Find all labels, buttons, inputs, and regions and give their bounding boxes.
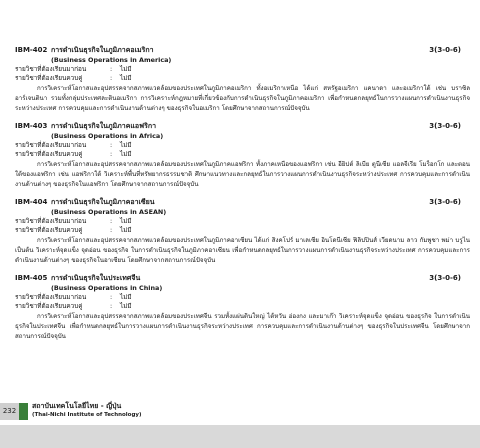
- corequisite-row: [15, 226, 470, 235]
- course-english-title: (Business Operations in Africa): [51, 132, 164, 140]
- prerequisite-label: รายวิชาที่ต้องเรียนมาก่อน: [15, 293, 87, 301]
- page-footer: [0, 395, 480, 448]
- separator-colon: :: [110, 226, 113, 234]
- prerequisite-row: [15, 217, 470, 226]
- course-credits: 3(3-0-6): [429, 198, 461, 206]
- course-code: IBM-402: [15, 46, 48, 54]
- prerequisite-row: [15, 293, 470, 302]
- separator-colon: :: [110, 293, 113, 301]
- course-english-title: (Business Operations in China): [51, 284, 163, 292]
- prerequisite-label: รายวิชาที่ต้องเรียนมาก่อน: [15, 217, 87, 225]
- separator-colon: :: [110, 141, 113, 149]
- prerequisite-label: รายวิชาที่ต้องเรียนมาก่อน: [15, 141, 87, 149]
- separator-colon: :: [110, 74, 113, 82]
- course-credits: 3(3-0-6): [429, 122, 461, 130]
- course-title: การดำเนินธุรกิจในประเทศจีน: [51, 274, 141, 282]
- corequisite-value: ไม่มี: [120, 302, 132, 310]
- course-credits: 3(3-0-6): [429, 46, 461, 54]
- corequisite-row: [15, 74, 470, 83]
- separator-colon: :: [110, 150, 113, 158]
- prerequisite-row: [15, 65, 470, 74]
- corequisite-value: ไม่มี: [120, 226, 132, 234]
- corequisite-value: ไม่มี: [120, 74, 132, 82]
- prerequisite-value: ไม่มี: [120, 293, 132, 301]
- course-title: การดำเนินธุรกิจในภูมิภาคอเมริกา: [51, 46, 154, 54]
- course-heading: [15, 45, 470, 55]
- course-entry: [15, 197, 470, 266]
- course-heading: [15, 197, 470, 207]
- course-heading: [15, 121, 470, 131]
- course-description: การวิเคราะห์โอกาสและอุปสรรคจากสภาพแวดล้อมของประเทศจีน รวมทั้งแผ่นดินใหญ่ ไต้หวัน ฮ่องกง และมาเก๊า วิเคราะห์จุดแข็ง จุดอ่อน ของธุรกิจ ในการดำเนินธุรกิจในประเทศจีน เพื่อกำหนดกลยุทธ์ในการวางแผนการดำเนินงานธุรกิจระหว่างประเทศ การควบคุมและการดำเนินงานด้านต่างๆ ของธุรกิจในประเทศจีน โดยศึกษาจากสถานการณ์ปัจจุบัน: [15, 313, 470, 340]
- course-entry: [15, 273, 470, 342]
- course-title: การดำเนินธุรกิจในภูมิภาคอาเซียน: [51, 198, 155, 206]
- prerequisite-value: ไม่มี: [120, 141, 132, 149]
- prerequisite-row: [15, 141, 470, 150]
- corequisite-row: [15, 302, 470, 311]
- separator-colon: :: [110, 302, 113, 310]
- course-list: [15, 45, 470, 349]
- corequisite-label: รายวิชาที่ต้องเรียนควบคู่: [15, 302, 83, 310]
- course-description: การวิเคราะห์โอกาสและอุปสรรคจากสภาพแวดล้อมของประเทศในภูมิภาคแอฟริกา ทั้งภาคเหนือของแอฟริกา เช่น อียิปต์ ลิเบีย ตูนีเซีย แอลจีเรีย โมร็อกโก และตอนใต้ของแอฟริกา เช่น แอฟริกาใต้ วิเคราะห์พื้นที่ทรัพยากรธรรมชาติ ศึกษาแนวทางและกลยุทธ์ในการวางแผนการดำเนินงานธุรกิจระหว่างประเทศ การควบคุมและการดำเนินงานด้านต่างๆ ของธุรกิจในแอฟริกา โดยศึกษาจากสถานการณ์ปัจจุบัน: [15, 161, 470, 188]
- corequisite-row: [15, 150, 470, 159]
- footer-band: [0, 425, 480, 448]
- course-code: IBM-405: [15, 274, 48, 282]
- course-credits: 3(3-0-6): [429, 274, 461, 282]
- prerequisite-label: รายวิชาที่ต้องเรียนมาก่อน: [15, 65, 87, 73]
- course-entry: [15, 45, 470, 114]
- page-number: 232: [2, 407, 17, 415]
- corequisite-label: รายวิชาที่ต้องเรียนควบคู่: [15, 150, 83, 158]
- course-english-title: (Business Operations in America): [51, 56, 172, 64]
- institute-name-thai: สถาบันเทคโนโลยีไทย - ญี่ปุ่น: [32, 402, 122, 410]
- institute-name-english: (Thai-Nichi Institute of Technology): [32, 412, 142, 418]
- course-code: IBM-404: [15, 198, 48, 206]
- course-description: การวิเคราะห์โอกาสและอุปสรรคจากสภาพแวดล้อมของประเทศในภูมิภาคอาเซียน ได้แก่ สิงคโปร์ มาเลเซีย อินโดนีเซีย ฟิลิปปินส์ เวียดนาม ลาว กัมพูชา พม่า บรูไน เป็นต้น วิเคราะห์จุดแข็ง จุดอ่อน ของธุรกิจ ในการดำเนินธุรกิจในภูมิภาคอาเซียน เพื่อกำหนดกลยุทธ์ในการวางแผนการดำเนินงานธุรกิจระหว่างประเทศ การควบคุมและการดำเนินงานด้านต่างๆ ของธุรกิจในอาเซียน โดยศึกษาจากสถานการณ์ปัจจุบัน: [15, 237, 470, 264]
- separator-colon: :: [110, 65, 113, 73]
- corequisite-label: รายวิชาที่ต้องเรียนควบคู่: [15, 226, 83, 234]
- course-code: IBM-403: [15, 122, 48, 130]
- separator-colon: :: [110, 217, 113, 225]
- corequisite-label: รายวิชาที่ต้องเรียนควบคู่: [15, 74, 83, 82]
- prerequisite-value: ไม่มี: [120, 217, 132, 225]
- accent-bar: [19, 403, 28, 420]
- prerequisite-value: ไม่มี: [120, 65, 132, 73]
- course-description: การวิเคราะห์โอกาสและอุปสรรคจากสภาพแวดล้อมของประเทศในภูมิภาคอเมริกา ทั้งอเมริกาเหนือ ได้แก่ สหรัฐอเมริกา แคนาดา และอเมริกาใต้ เช่น บราซิล อาร์เจนตินา รวมทั้งกลุ่มประเทศละตินอเมริกา การวิเคราะห์กฎหมายที่เกี่ยวข้องกับการดำเนินธุรกิจในภูมิภาคอเมริกา เพื่อกำหนดกลยุทธ์ในการวางแผนการดำเนินงานธุรกิจระหว่างประเทศ การควบคุมและการดำเนินงานด้านต่างๆ ของธุรกิจในอเมริกา โดยศึกษาจากสถานการณ์ปัจจุบัน: [15, 85, 470, 112]
- course-entry: [15, 121, 470, 190]
- course-english-title: (Business Operations in ASEAN): [51, 208, 167, 216]
- corequisite-value: ไม่มี: [120, 150, 132, 158]
- course-heading: [15, 273, 470, 283]
- course-title: การดำเนินธุรกิจในภูมิภาคแอฟริกา: [51, 122, 156, 130]
